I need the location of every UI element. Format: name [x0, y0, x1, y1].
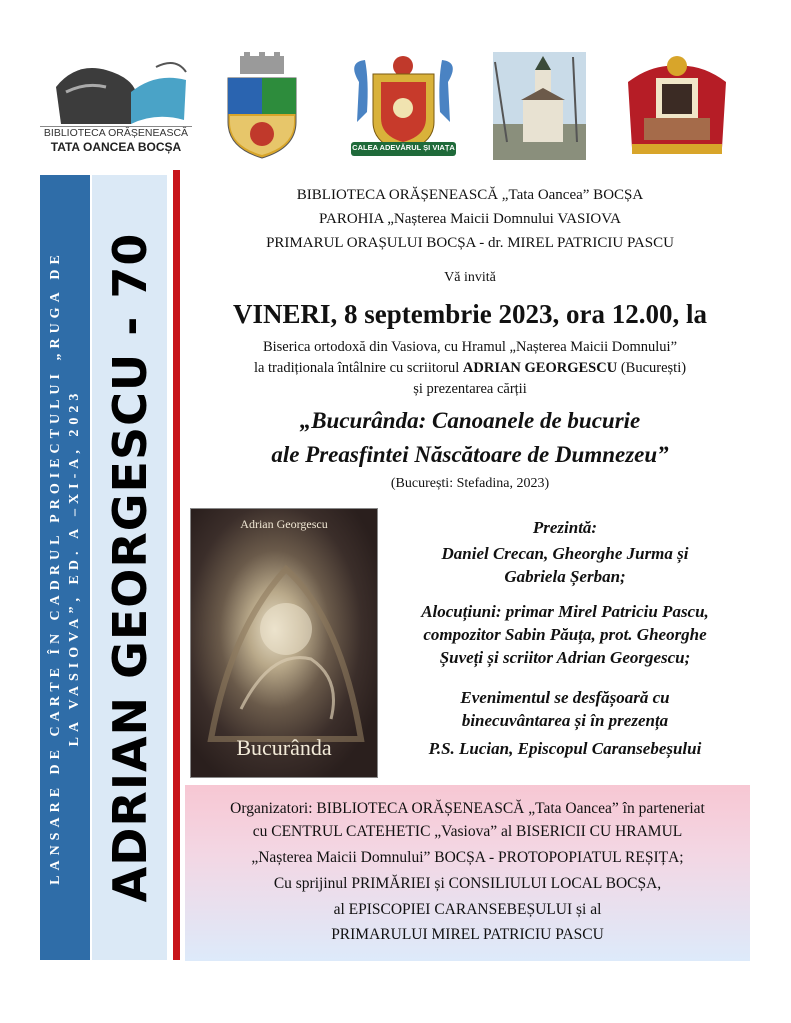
venue-line: Biserica ortodoxă din Vasiova, cu Hramul „Nașterea Maicii Domnului” [262, 339, 678, 355]
library-logo-line2: TATA OANCEA BOCȘA [50, 140, 182, 154]
cover-author: Adrian Georgescu [240, 517, 328, 531]
author-name: ADRIAN GEORGESCU [462, 360, 618, 376]
footer-line-1: Organizatori: BIBLIOTECA ORĂȘENEASCĂ „Tata Oancea” în parteneriat [230, 800, 705, 817]
project-line-2: LA VASIOVA”, ED. A –XI-A, 2023 [67, 388, 82, 747]
invite-text: Vă invită [444, 270, 496, 285]
organizer-line-3: PRIMARUL ORAȘULUI BOCȘA - dr. MIREL PATRICIU PASCU [266, 235, 674, 251]
project-side-bar [40, 175, 90, 960]
presents-label: Prezintă: [532, 518, 598, 537]
footer-line-6: PRIMARULUI MIREL PATRICIU PASCU [331, 926, 604, 943]
library-logo [36, 52, 196, 160]
meeting-line: la tradiționala întâlnire cu scriitorul ADRIAN GEORGESCU (București) [253, 360, 687, 376]
organizer-line-1: BIBLIOTECA ORĂȘENEASCĂ „Tata Oancea” BOCȘA [296, 187, 644, 203]
event-line-1: Evenimentul se desfășoară cu [460, 688, 670, 707]
event-line-2: binecuvântarea și în prezența [461, 711, 669, 730]
emblem-banner-text: CALEA ADEVĂRUL ȘI VIAȚA [352, 143, 455, 152]
speeches-line-2: compozitor Sabin Păuța, prot. Gheorghe [423, 625, 707, 644]
town-coat-of-arms [222, 52, 302, 160]
speeches-line-3: Șuveți și scriitor Adrian Georgescu; [439, 648, 691, 667]
publisher-line: (București: Stefadina, 2023) [390, 476, 550, 491]
diocese-emblem [622, 52, 732, 160]
footer-line-4: Cu sprijinul PRIMĂRIEI și CONSILIULUI LOCAL BOCȘA, [273, 875, 662, 892]
organizers-footer [185, 785, 750, 961]
footer-line-5: al EPISCOPIEI CARANSEBEȘULUI și al [333, 901, 602, 918]
speeches-line-1: Alocuțiuni: primar Mirel Patriciu Pascu, [421, 602, 709, 621]
author-side-bar [92, 175, 167, 960]
event-line-3: P.S. Lucian, Episcopul Caransebeșului [428, 739, 702, 758]
presenters-line-1: Daniel Crecan, Gheorghe Jurma și [441, 544, 689, 563]
footer-line-2: cu CENTRUL CATEHETIC „Vasiova” al BISERICII CU HRAMUL [252, 823, 683, 840]
footer-line-3: „Nașterea Maicii Domnului” BOCȘA - PROTOPOPIATUL REȘIȚA; [251, 849, 684, 866]
author-anniversary-title: ADRIAN GEORGESCU - 70 [102, 232, 157, 903]
cover-title: Bucurânda [236, 735, 332, 760]
red-divider [173, 170, 180, 960]
event-date: VINERI, 8 septembrie 2023, ora 12.00, la [233, 299, 707, 329]
church-photo [493, 52, 586, 160]
presentation-line: și prezentarea cărții [413, 381, 527, 397]
book-cover [190, 508, 378, 778]
church-emblem [337, 52, 470, 160]
presenters-line-2: Gabriela Șerban; [504, 567, 626, 586]
book-title-line-1: „Bucurânda: Canoanele de bucurie [299, 408, 641, 433]
project-line-1: LANSARE DE CARTE ÎN CADRUL PROIECTULUI „RUGA DE [48, 250, 63, 885]
library-logo-line1: BIBLIOTECA ORĂȘENEASCĂ [40, 126, 192, 139]
organizer-line-2: PAROHIA „Nașterea Maicii Domnului VASIOVA [319, 211, 621, 227]
book-title-line-2: ale Preasfintei Născătoare de Dumnezeu” [271, 442, 669, 467]
